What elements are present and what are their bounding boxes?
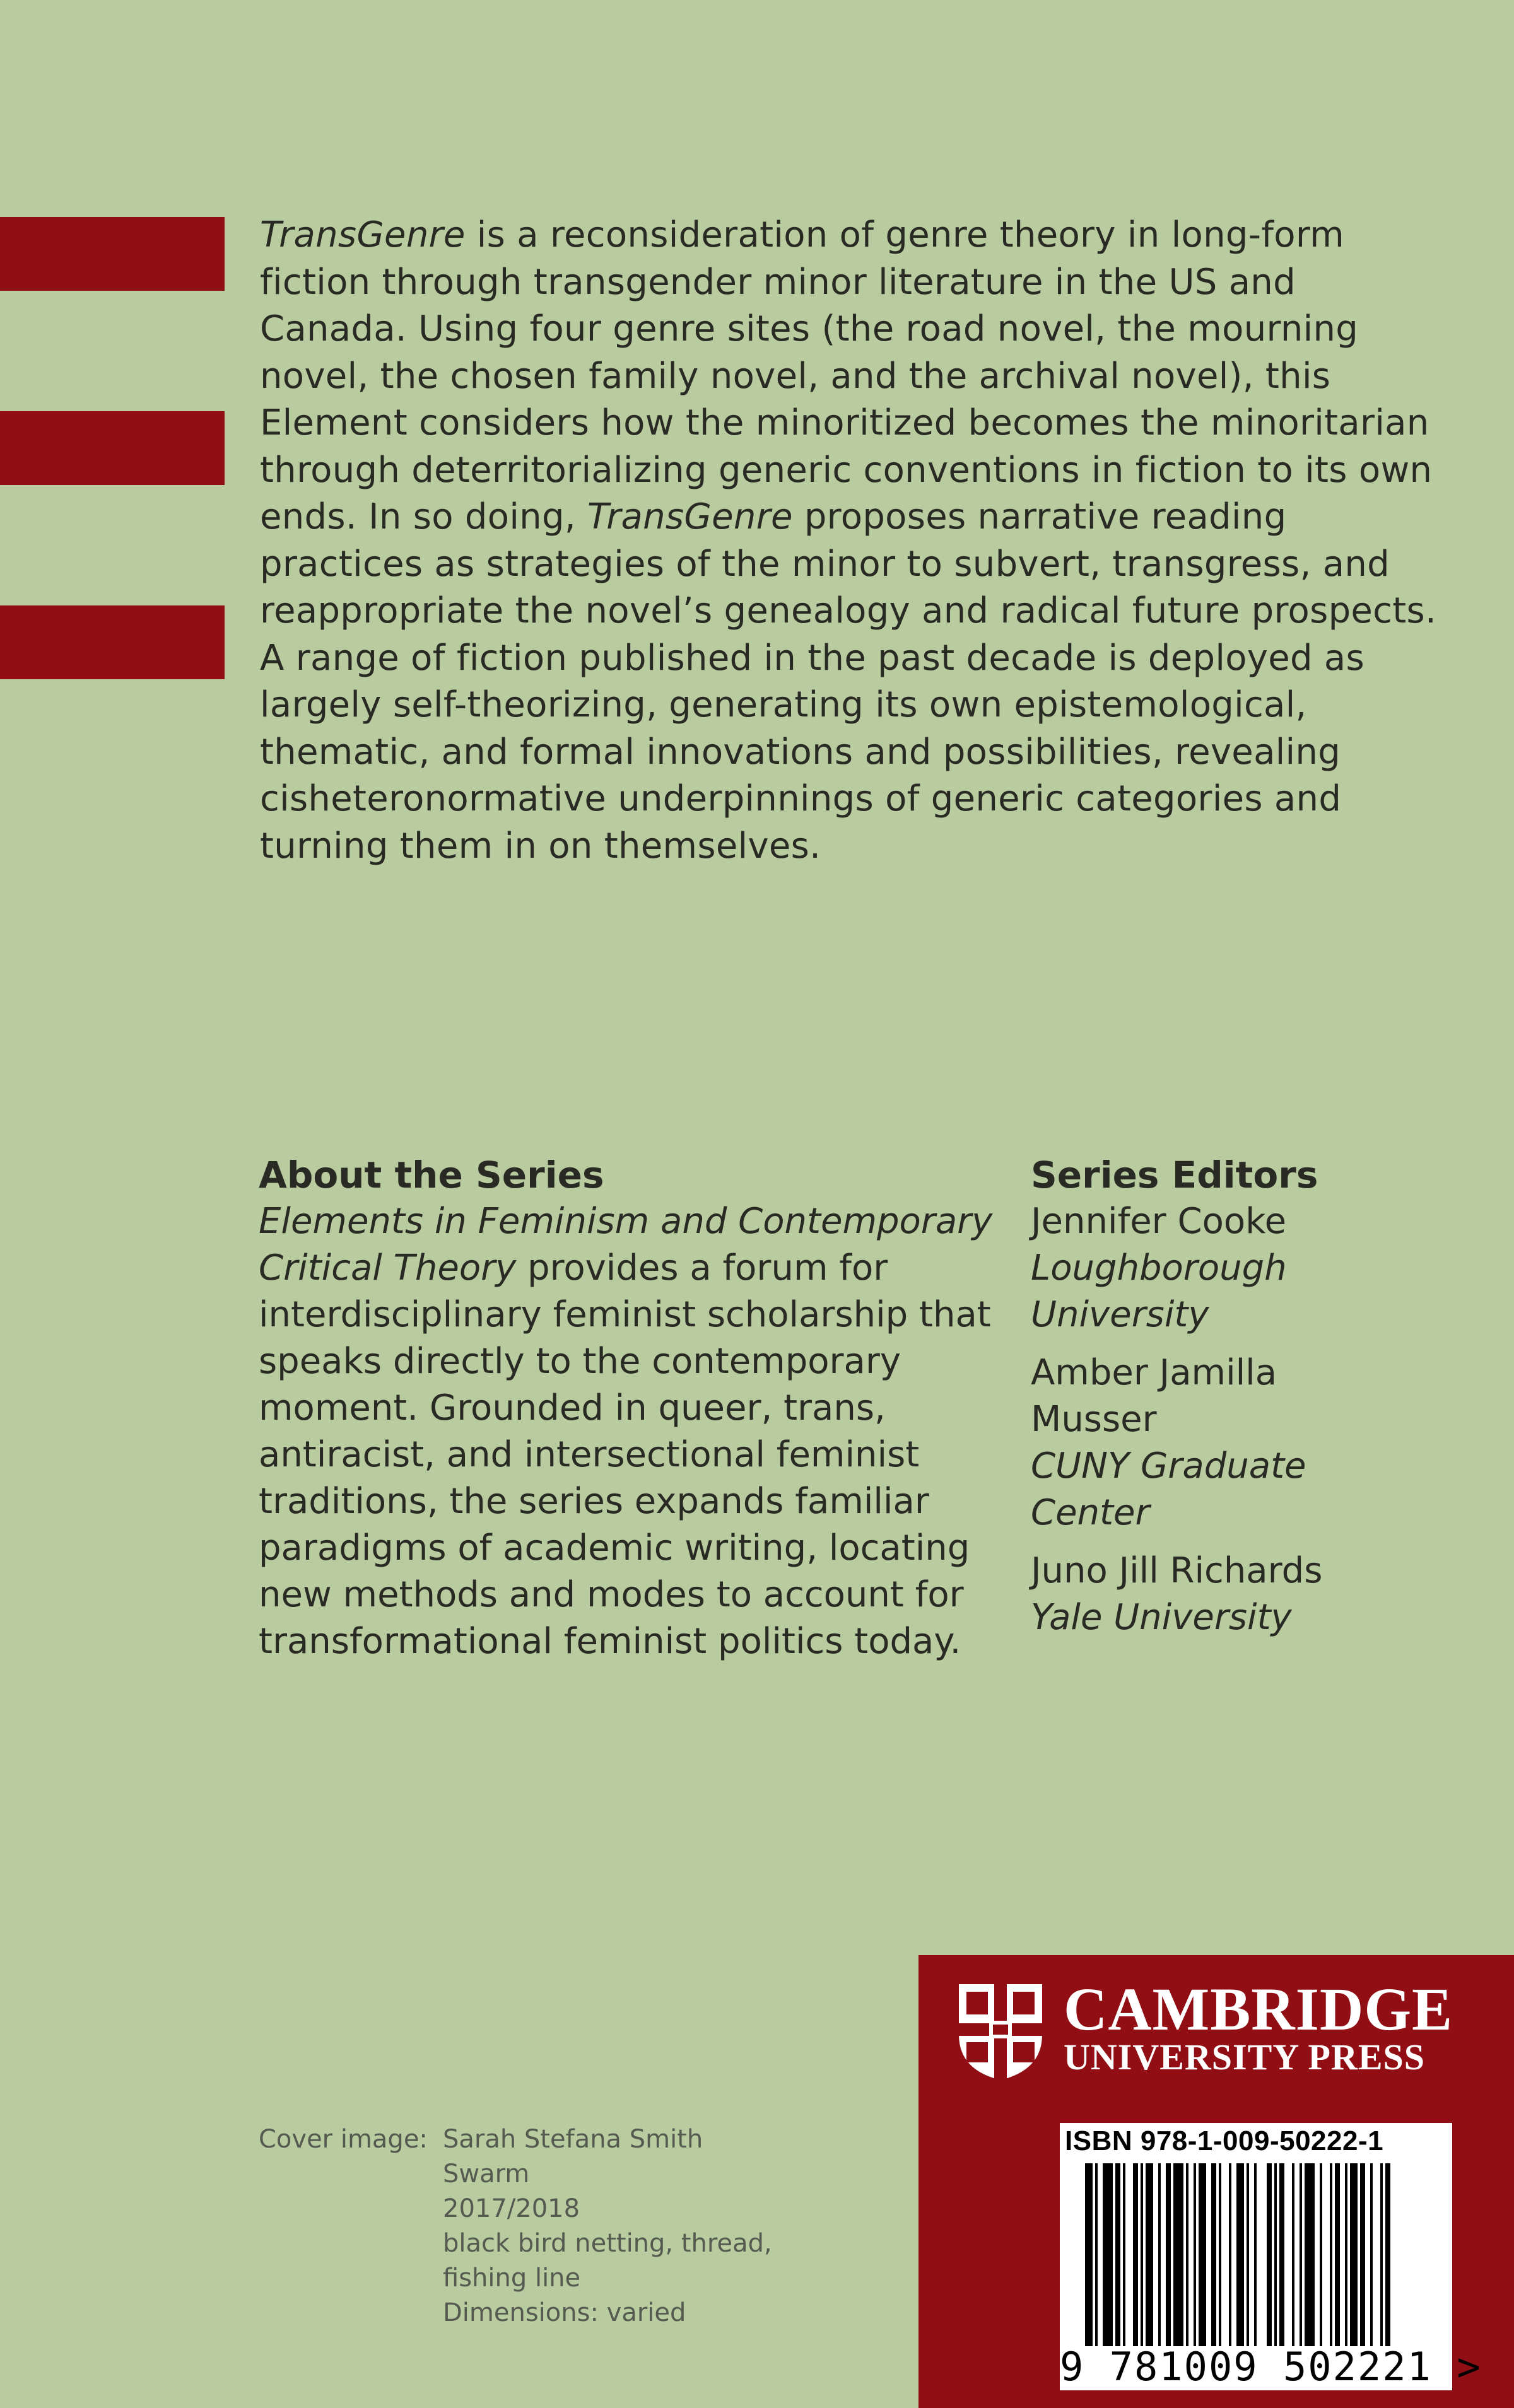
editor-entry bbox=[1031, 1548, 1447, 1641]
editor-entry bbox=[1031, 1198, 1447, 1338]
barcode-digits: 9 781009 502221 > bbox=[1060, 2344, 1482, 2390]
series-editors bbox=[1031, 1152, 1447, 1652]
editor-name: Juno Jill Richards bbox=[1031, 1550, 1323, 1591]
editor-affiliation: Loughborough University bbox=[1031, 1248, 1287, 1335]
publisher-subname: UNIVERSITY PRESS bbox=[1064, 2037, 1426, 2078]
cover-credit-line: Sarah Stefana Smith bbox=[443, 2125, 703, 2154]
about-series-heading: About the Series bbox=[259, 1154, 604, 1196]
cover-credit-line: 2017/2018 bbox=[443, 2194, 580, 2223]
cover-credit-lines bbox=[443, 2122, 772, 2330]
decorative-red-bar bbox=[0, 411, 225, 485]
editor-affiliation: CUNY Graduate Center bbox=[1031, 1446, 1306, 1533]
cover-credit-line: Dimensions: varied bbox=[443, 2298, 686, 2327]
cover-credit-line: black bird netting, thread, bbox=[443, 2229, 772, 2258]
publisher-panel bbox=[918, 1955, 1514, 2408]
barcode-bars bbox=[1085, 2163, 1438, 2346]
decorative-red-bar bbox=[0, 605, 225, 679]
book-description bbox=[260, 212, 1446, 870]
isbn-barcode bbox=[1060, 2123, 1482, 2390]
cover-credit-line: fishing line bbox=[443, 2264, 581, 2293]
editor-name: Jennifer Cooke bbox=[1031, 1201, 1287, 1242]
publisher-name: CAMBRIDGE bbox=[1064, 1975, 1453, 2043]
isbn-label: ISBN 978-1-009-50222-1 bbox=[1065, 2125, 1384, 2156]
cambridge-shield-icon bbox=[956, 1982, 1045, 2083]
series-editors-heading: Series Editors bbox=[1031, 1154, 1318, 1196]
cover-credit-line: Swarm bbox=[443, 2160, 530, 2189]
book-title-italic: TransGenre bbox=[260, 214, 466, 255]
series-name-italic: Elements in Feminism and Contemporary Critical Theory bbox=[259, 1201, 993, 1289]
book-title-italic: TransGenre bbox=[587, 496, 793, 537]
about-series-text bbox=[259, 1198, 1016, 1665]
cover-credit-label: Cover image: bbox=[259, 2125, 428, 2154]
editor-name: Amber Jamilla Musser bbox=[1031, 1352, 1277, 1440]
cover-image-credit bbox=[259, 2122, 772, 2330]
editor-affiliation: Yale University bbox=[1031, 1597, 1292, 1638]
description-text: is a reconsideration of genre theory in long-form fiction through transgender minor literature in the US and Canada. Using four genre sites (the road novel, the mourning novel, the chosen family novel, and the archival novel), this Element considers how the minoritized becomes the minoritarian through deterritorializing generic conventions in fiction to its own ends. In so doing, bbox=[260, 214, 1433, 537]
about-series-body: provides a forum for interdisciplinary feminist scholarship that speaks directly to the contemporary moment. Grounded in queer, trans, antiracist, and intersectional feminist traditions, the series expands familiar paradigms of academic writing, locating new methods and modes to account for transformational feminist politics today. bbox=[259, 1248, 991, 1662]
description-text: proposes narrative reading practices as strategies of the minor to subvert, transgress, and reappropriate the novel’s genealogy and radical future prospects. A range of fiction published in the past decade is deployed as largely self-theorizing, generating its own epistemological, thematic, and formal innovations and possibilities, revealing cisheteronormative underpinnings of generic categories and turning them in on themselves. bbox=[260, 496, 1437, 867]
decorative-red-bar bbox=[0, 217, 225, 291]
about-the-series bbox=[259, 1152, 1016, 1665]
editor-entry bbox=[1031, 1350, 1447, 1536]
